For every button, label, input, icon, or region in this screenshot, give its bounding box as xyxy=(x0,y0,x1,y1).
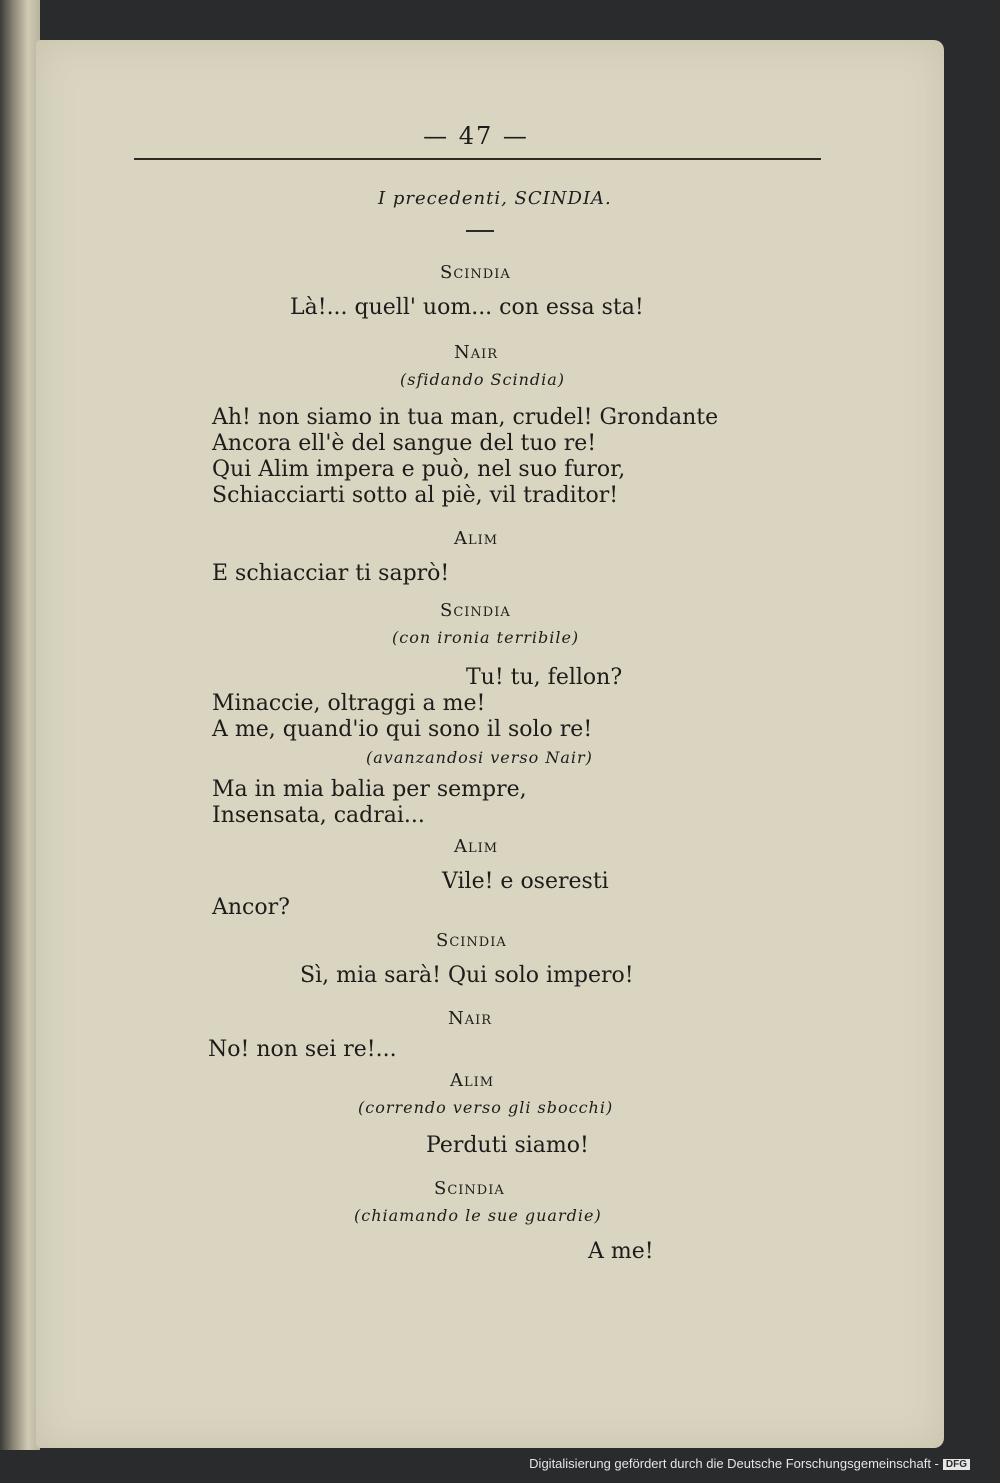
verse-line: Sì, mia sarà! Qui solo impero! xyxy=(300,963,634,988)
digitization-footer xyxy=(529,1456,970,1471)
speaker-label: Alim xyxy=(450,1070,495,1091)
speaker-label: Scindia xyxy=(440,262,511,283)
speaker-label: Scindia xyxy=(440,600,511,621)
verse-line: Insensata, cadrai... xyxy=(212,803,425,828)
speaker-label: Nair xyxy=(448,1008,493,1029)
header-rule xyxy=(134,158,821,160)
verse-line: Ancora ell'è del sangue del tuo re! xyxy=(212,431,597,456)
verse-line: Tu! tu, fellon? xyxy=(466,665,623,690)
verse-line: Schiacciarti sotto al piè, vil traditor! xyxy=(212,483,619,508)
verse-line: Minaccie, oltraggi a me! xyxy=(212,691,486,716)
verse-line: A me! xyxy=(588,1239,654,1264)
verse-line: A me, quand'io qui sono il solo re! xyxy=(212,717,593,742)
verse-line: Qui Alim impera e può, nel suo furor, xyxy=(212,457,626,482)
verse-line: Vile! e oseresti xyxy=(442,869,609,894)
book-spine-edge xyxy=(0,0,40,1450)
verse-line: E schiacciar ti saprò! xyxy=(212,561,450,586)
verse-line: Ma in mia balia per sempre, xyxy=(212,777,527,802)
stage-direction: (correndo verso gli sbocchi) xyxy=(358,1098,614,1117)
dfg-logo: DFG xyxy=(943,1459,970,1470)
verse-line: No! non sei re!... xyxy=(208,1037,397,1062)
stage-direction: (sfidando Scindia) xyxy=(400,370,566,389)
speaker-label: Scindia xyxy=(436,930,507,951)
speaker-label: Nair xyxy=(454,342,499,363)
verse-line: Ancor? xyxy=(212,895,290,920)
verse-line: Ah! non siamo in tua man, crudel! Grondante xyxy=(212,405,719,430)
speaker-label: Scindia xyxy=(434,1178,505,1199)
stage-direction: (avanzandosi verso Nair) xyxy=(366,748,593,767)
stage-direction: (con ironia terribile) xyxy=(392,628,580,647)
verse-line: Perduti siamo! xyxy=(426,1133,589,1158)
scene-header: I precedenti, SCINDIA. xyxy=(378,188,612,209)
verse-line: Là!... quell' uom... con essa sta! xyxy=(290,295,644,320)
scene-divider xyxy=(466,230,494,232)
stage-direction: (chiamando le sue guardie) xyxy=(354,1206,602,1225)
footer-text: Digitalisierung gefördert durch die Deutsche Forschungsgemeinschaft - xyxy=(529,1456,939,1471)
page-number: — 47 — xyxy=(423,122,529,150)
speaker-label: Alim xyxy=(454,528,499,549)
book-page xyxy=(36,40,944,1448)
speaker-label: Alim xyxy=(454,836,499,857)
